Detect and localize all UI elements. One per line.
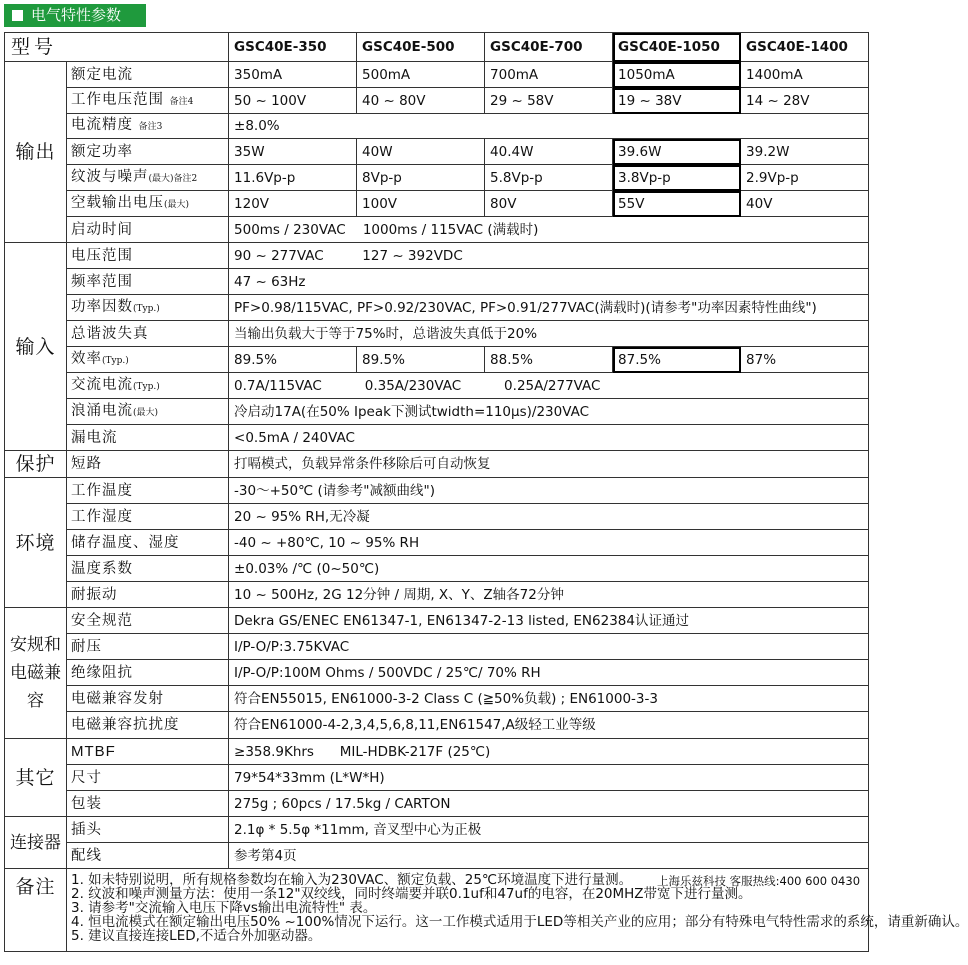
- table-row: [5, 843, 869, 869]
- value-cell: ±8.0%: [229, 114, 869, 139]
- param-label: 配线: [67, 843, 229, 869]
- model-700: GSC40E-700: [485, 33, 613, 62]
- value-cell: 符合EN55015, EN61000-3-2 Class C (≧50%负载) ; EN61000-3-3: [229, 686, 869, 712]
- table-row: [5, 791, 869, 817]
- table-row: [5, 817, 869, 843]
- section-header: [4, 4, 146, 27]
- table-row: [5, 191, 869, 217]
- param-label: 耐压: [67, 634, 229, 660]
- value-cell: 0.7A/115VAC 0.35A/230VAC 0.25A/277VAC: [229, 373, 869, 399]
- value-cell: 90 ~ 277VAC 127 ~ 392VDC: [229, 243, 869, 269]
- model-500: GSC40E-500: [357, 33, 485, 62]
- table-row: [5, 660, 869, 686]
- value-cell: -40 ~ +80℃, 10 ~ 95% RH: [229, 530, 869, 556]
- group-others: 其它: [5, 739, 67, 817]
- value-cell: 89.5%: [229, 347, 357, 373]
- value-cell: 参考第4页: [229, 843, 869, 869]
- value-cell: 当输出负载大于等于75%时，总谐波失真低于20%: [229, 321, 869, 347]
- square-icon: [12, 10, 23, 21]
- value-cell: 87%: [741, 347, 869, 373]
- param-label: 漏电流: [67, 425, 229, 451]
- param-label: 储存温度、湿度: [67, 530, 229, 556]
- param-label: 启动时间: [67, 217, 229, 243]
- table-row: [5, 139, 869, 165]
- group-safety: 安规和 电磁兼容: [5, 608, 67, 739]
- section-title: 电气特性参数: [31, 6, 122, 24]
- table-row: [5, 712, 869, 739]
- value-cell: 8Vp-p: [357, 165, 485, 191]
- value-cell: 39.6W: [613, 139, 741, 165]
- param-label: MTBF: [67, 739, 229, 765]
- param-label: 安全规范: [67, 608, 229, 634]
- value-cell: 100V: [357, 191, 485, 217]
- table-row: [5, 765, 869, 791]
- value-cell: 40.4W: [485, 139, 613, 165]
- param-label: 频率范围: [67, 269, 229, 295]
- model-row: [5, 33, 869, 62]
- value-cell: 35W: [229, 139, 357, 165]
- value-cell: 1050mA: [613, 62, 741, 88]
- table-row: [5, 165, 869, 191]
- param-label: 电压范围: [67, 243, 229, 269]
- table-row: [5, 295, 869, 321]
- value-cell: 2.1φ * 5.5φ *11mm, 音叉型中心为正极: [229, 817, 869, 843]
- group-input: 输入: [5, 243, 67, 451]
- value-cell: 40V: [741, 191, 869, 217]
- param-label: 空载输出电压(最大): [67, 191, 229, 217]
- remarks-cell: [67, 869, 968, 952]
- value-cell: 5.8Vp-p: [485, 165, 613, 191]
- value-cell: 符合EN61000-4-2,3,4,5,6,8,11,EN61547,A级轻工业等级: [229, 712, 869, 739]
- value-cell: 50 ~ 100V: [229, 88, 357, 114]
- value-cell: 500mA: [357, 62, 485, 88]
- spec-table: [4, 32, 968, 952]
- param-label: 电磁兼容发射: [67, 686, 229, 712]
- value-cell: 79*54*33mm (L*W*H): [229, 765, 869, 791]
- table-row: [5, 399, 869, 425]
- table-row: [5, 373, 869, 399]
- value-cell: 120V: [229, 191, 357, 217]
- remark-line: 3. 请参考"交流输入电压下降vs输出电流特性" 表。: [71, 900, 377, 916]
- param-label: 工作电压范围 备注4: [67, 88, 229, 114]
- table-row: [5, 347, 869, 373]
- value-cell: 1400mA: [741, 62, 869, 88]
- value-cell: 40W: [357, 139, 485, 165]
- value-cell: 3.8Vp-p: [613, 165, 741, 191]
- param-label: 温度系数: [67, 556, 229, 582]
- param-label: 包装: [67, 791, 229, 817]
- table-row: [5, 478, 869, 504]
- value-cell: 87.5%: [613, 347, 741, 373]
- model-350: GSC40E-350: [229, 33, 357, 62]
- table-row: [5, 869, 869, 952]
- value-cell: 2.9Vp-p: [741, 165, 869, 191]
- table-row: [5, 739, 869, 765]
- value-cell: 80V: [485, 191, 613, 217]
- value-cell: -30～+50℃ (请参考"减额曲线"): [229, 478, 869, 504]
- value-cell: 11.6Vp-p: [229, 165, 357, 191]
- group-environment: 环境: [5, 478, 67, 608]
- value-cell: I/P-O/P:3.75KVAC: [229, 634, 869, 660]
- model-1050: GSC40E-1050: [613, 33, 741, 62]
- table-row: [5, 269, 869, 295]
- value-cell: 29 ~ 58V: [485, 88, 613, 114]
- param-label: 功率因数(Typ.): [67, 295, 229, 321]
- group-connector: 连接器: [5, 817, 67, 869]
- table-row: [5, 686, 869, 712]
- hotline-text: 上海乐兹科技 客服热线:400 600 0430: [657, 874, 861, 888]
- value-cell: PF>0.98/115VAC, PF>0.92/230VAC, PF>0.91/277VAC(满载时)(请参考"功率因素特性曲线"): [229, 295, 869, 321]
- value-cell: 14 ~ 28V: [741, 88, 869, 114]
- value-cell: 47 ~ 63Hz: [229, 269, 869, 295]
- table-row: [5, 88, 869, 114]
- value-cell: 10 ~ 500Hz, 2G 12分钟 / 周期, X、Y、Z轴各72分钟: [229, 582, 869, 608]
- group-remarks: 备注: [5, 869, 67, 952]
- value-cell: 40 ~ 80V: [357, 88, 485, 114]
- model-label: 型号: [5, 33, 229, 62]
- value-cell: 700mA: [485, 62, 613, 88]
- remark-line: 2. 纹波和噪声测量方法：使用一条12"双绞线，同时终端要并联0.1uf和47uf的电容，在20MHZ带宽下进行量测。: [71, 886, 752, 902]
- value-cell: 39.2W: [741, 139, 869, 165]
- remark-line: 5. 建议直接连接LED,不适合外加驱动器。: [71, 928, 322, 944]
- value-cell: 275g ; 60pcs / 17.5kg / CARTON: [229, 791, 869, 817]
- table-row: [5, 114, 869, 139]
- param-label: 耐振动: [67, 582, 229, 608]
- value-cell: 冷启动17A(在50% Ipeak下测试twidth=110μs)/230VAC: [229, 399, 869, 425]
- value-cell: 88.5%: [485, 347, 613, 373]
- value-cell: 55V: [613, 191, 741, 217]
- table-row: [5, 582, 869, 608]
- value-cell: 89.5%: [357, 347, 485, 373]
- remark-line: 4. 恒电流模式在额定输出电压50% ~100%情况下运行。这一工作模式适用于LED等相关产业的应用；部分有特殊电气特性需求的系统，请重新确认。: [71, 914, 968, 930]
- value-cell: I/P-O/P:100M Ohms / 500VDC / 25℃/ 70% RH: [229, 660, 869, 686]
- param-label: 尺寸: [67, 765, 229, 791]
- table-row: [5, 243, 869, 269]
- table-row: [5, 634, 869, 660]
- param-label: 浪涌电流(最大): [67, 399, 229, 425]
- param-label: 交流电流(Typ.): [67, 373, 229, 399]
- group-output: 输出: [5, 62, 67, 243]
- group-protection: 保护: [5, 451, 67, 478]
- table-row: [5, 217, 869, 243]
- value-cell: 500ms / 230VAC 1000ms / 115VAC (满载时): [229, 217, 869, 243]
- model-1400: GSC40E-1400: [741, 33, 869, 62]
- table-row: [5, 530, 869, 556]
- value-cell: ±0.03% /℃ (0~50℃): [229, 556, 869, 582]
- remark-line: 1. 如未特别说明，所有规格参数均在输入为230VAC、额定负载、25℃环境温度下进行量测。: [71, 872, 633, 888]
- param-label: 工作湿度: [67, 504, 229, 530]
- value-cell: 350mA: [229, 62, 357, 88]
- value-cell: <0.5mA / 240VAC: [229, 425, 869, 451]
- param-label: 额定功率: [67, 139, 229, 165]
- table-row: [5, 556, 869, 582]
- param-label: 效率(Typ.): [67, 347, 229, 373]
- param-label: 总谐波失真: [67, 321, 229, 347]
- param-label: 额定电流: [67, 62, 229, 88]
- value-cell: ≥358.9Khrs MIL-HDBK-217F (25℃): [229, 739, 869, 765]
- value-cell: 19 ~ 38V: [613, 88, 741, 114]
- value-cell: 打嗝模式，负载异常条件移除后可自动恢复: [229, 451, 869, 478]
- param-label: 短路: [67, 451, 229, 478]
- table-row: [5, 608, 869, 634]
- param-label: 电磁兼容抗扰度: [67, 712, 229, 739]
- table-row: [5, 62, 869, 88]
- value-cell: 20 ~ 95% RH,无冷凝: [229, 504, 869, 530]
- table-row: [5, 504, 869, 530]
- param-label: 电流精度 备注3: [67, 114, 229, 139]
- table-row: [5, 425, 869, 451]
- param-label: 工作温度: [67, 478, 229, 504]
- param-label: 纹波与噪声(最大)备注2: [67, 165, 229, 191]
- value-cell: Dekra GS/ENEC EN61347-1, EN61347-2-13 listed, EN62384认证通过: [229, 608, 869, 634]
- table-row: [5, 321, 869, 347]
- table-row: [5, 451, 869, 478]
- param-label: 绝缘阻抗: [67, 660, 229, 686]
- param-label: 插头: [67, 817, 229, 843]
